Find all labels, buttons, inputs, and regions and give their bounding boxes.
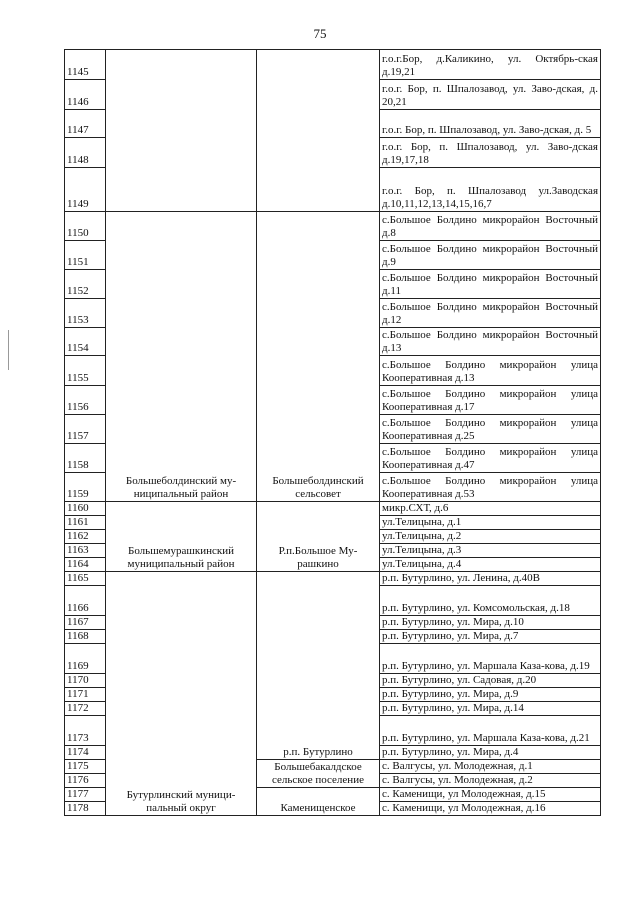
address-cell: с. Валгусы, ул. Молодежная, д.1 [380,760,601,774]
address-cell: с.Большое Болдино микрорайон улица Кооперативная д.13 [380,356,601,386]
row-number: 1174 [65,746,106,760]
address-cell: с.Большое Болдино микрорайон улица Кооперативная д.25 [380,415,601,444]
row-number: 1156 [65,386,106,415]
row-number: 1157 [65,415,106,444]
address-cell: р.п. Бутурлино, ул. Ленина, д.40В [380,572,601,586]
address-cell: с. Каменищи, ул Молодежная, д.15 [380,788,601,802]
address-cell: с.Большое Болдино микрорайон улица Кооперативная д.17 [380,386,601,415]
address-cell: г.о.г. Бор, п. Шпалозавод, ул. Заво-дская д.19,17,18 [380,138,601,168]
row-number: 1149 [65,168,106,212]
district-cell: Большеболдинский му-ниципальный район [106,212,257,502]
row-number: 1151 [65,241,106,270]
row-number: 1145 [65,50,106,80]
row-number: 1178 [65,802,106,816]
settlement-cell: Р.п.Большое Му-рашкино [257,502,380,572]
address-cell: р.п. Бутурлино, ул. Мира, д.4 [380,746,601,760]
district-cell: Бутурлинский муници-пальный округ [106,572,257,816]
address-cell: ул.Телицына, д.2 [380,530,601,544]
address-cell: р.п. Бутурлино, ул. Мира, д.10 [380,616,601,630]
address-cell: ул.Телицына, д.1 [380,516,601,530]
address-cell: р.п. Бутурлино, ул. Мира, д.14 [380,702,601,716]
address-cell: г.о.г. Бор, п. Шпалозавод, ул. Заво-дская, д. 5 [380,110,601,138]
address-cell: р.п. Бутурлино, ул. Мира, д.7 [380,630,601,644]
address-cell: с.Большое Болдино микрорайон улица Кооперативная д.53 [380,473,601,502]
row-number: 1159 [65,473,106,502]
row-number: 1167 [65,616,106,630]
address-cell: ул.Телицына, д.4 [380,558,601,572]
page-number: 75 [313,26,327,41]
address-cell: р.п. Бутурлино, ул. Маршала Каза-кова, д.19 [380,644,601,674]
scan-edge-mark [8,330,9,370]
table-row [65,50,601,80]
row-number: 1172 [65,702,106,716]
row-number: 1164 [65,558,106,572]
address-cell: с.Большое Болдино микрорайон улица Кооперативная д.47 [380,444,601,473]
address-cell: г.о.г. Бор, п. Шпалозавод, ул. Заво-дская, д. 20,21 [380,80,601,110]
row-number: 1166 [65,586,106,616]
district-cell [106,50,257,212]
settlement-cell: Каменищенское [257,788,380,816]
row-number: 1147 [65,110,106,138]
row-number: 1163 [65,544,106,558]
row-number: 1168 [65,630,106,644]
table-row [65,212,601,241]
address-cell: с.Большое Болдино микрорайон Восточный д.13 [380,328,601,356]
row-number: 1154 [65,328,106,356]
address-cell: с.Большое Болдино микрорайон Восточный д.12 [380,299,601,328]
district-cell: Большемурашкинский муниципальный район [106,502,257,572]
address-cell: г.о.г.Бор, д.Каликино, ул. Октябрь-ская д.19,21 [380,50,601,80]
row-number: 1146 [65,80,106,110]
address-cell: р.п. Бутурлино, ул. Садовая, д.20 [380,674,601,688]
row-number: 1155 [65,356,106,386]
row-number: 1160 [65,502,106,516]
table-row [65,572,601,586]
row-number: 1152 [65,270,106,299]
address-cell: ул.Телицына, д.3 [380,544,601,558]
settlement-cell [257,50,380,212]
address-cell: микр.СХТ, д.6 [380,502,601,516]
address-cell: с.Большое Болдино микрорайон Восточный д.11 [380,270,601,299]
address-cell: р.п. Бутурлино, ул. Мира, д.9 [380,688,601,702]
settlement-cell: р.п. Бутурлино [257,572,380,760]
settlement-cell: Большеболдинский сельсовет [257,212,380,502]
row-number: 1150 [65,212,106,241]
row-number: 1169 [65,644,106,674]
row-number: 1173 [65,716,106,746]
table-body [65,50,601,816]
row-number: 1170 [65,674,106,688]
address-cell: г.о.г. Бор, п. Шпалозавод ул.Заводская д.10,11,12,13,14,15,16,7 [380,168,601,212]
address-cell: р.п. Бутурлино, ул. Комсомольская, д.18 [380,586,601,616]
address-cell: с. Валгусы, ул. Молодежная, д.2 [380,774,601,788]
row-number: 1165 [65,572,106,586]
row-number: 1171 [65,688,106,702]
settlement-cell: Большебакалдское сельское поселение [257,760,380,788]
row-number: 1176 [65,774,106,788]
address-cell: с. Каменищи, ул Молодежная, д.16 [380,802,601,816]
row-number: 1177 [65,788,106,802]
row-number: 1175 [65,760,106,774]
document-table [64,49,601,816]
row-number: 1158 [65,444,106,473]
address-cell: р.п. Бутурлино, ул. Маршала Каза-кова, д.21 [380,716,601,746]
address-cell: с.Большое Болдино микрорайон Восточный д.9 [380,241,601,270]
address-cell: с.Большое Болдино микрорайон Восточный д.8 [380,212,601,241]
table-row [65,502,601,516]
row-number: 1161 [65,516,106,530]
row-number: 1148 [65,138,106,168]
row-number: 1153 [65,299,106,328]
row-number: 1162 [65,530,106,544]
